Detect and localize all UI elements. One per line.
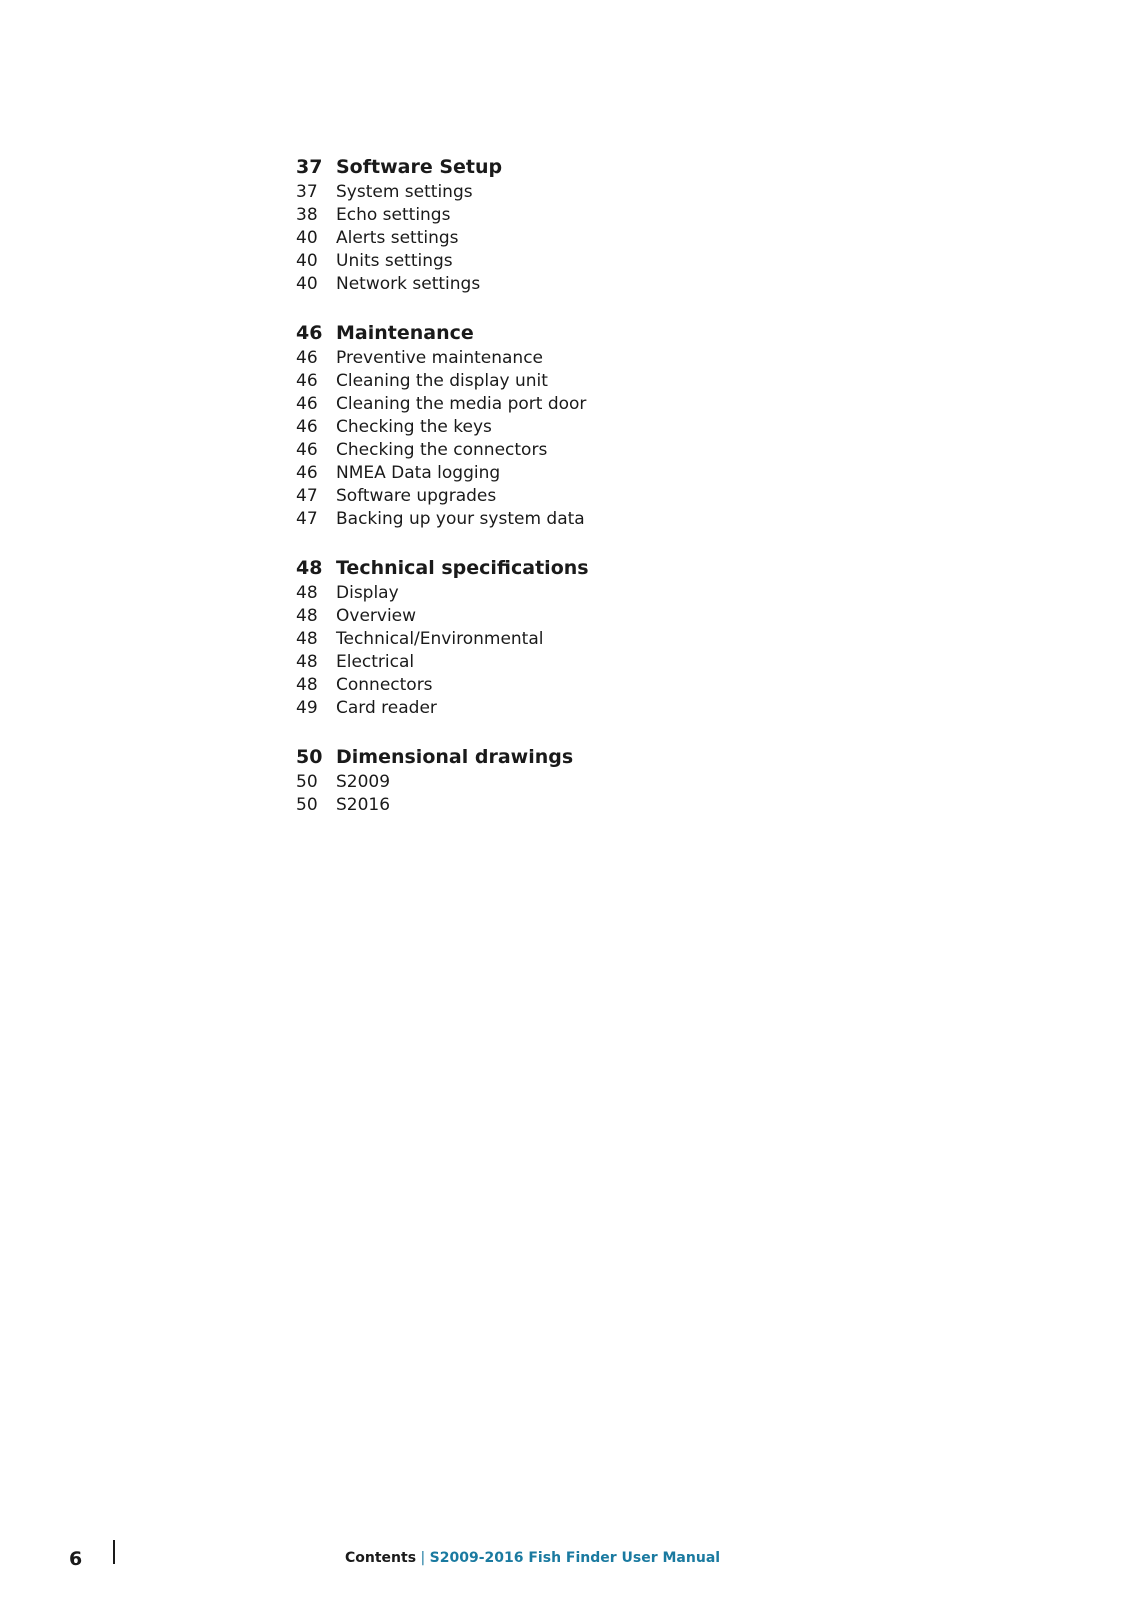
toc-entry[interactable] xyxy=(296,393,796,416)
toc-page-number: 47 xyxy=(296,486,318,506)
toc-entry[interactable] xyxy=(296,227,796,250)
toc-title: Card reader xyxy=(336,698,437,718)
footer-section-label: Contents xyxy=(345,1550,417,1566)
toc-entry[interactable] xyxy=(296,771,796,794)
toc-page-number: 48 xyxy=(296,583,318,603)
toc-entry[interactable] xyxy=(296,347,796,370)
toc-title: System settings xyxy=(336,182,473,202)
toc-entry[interactable] xyxy=(296,582,796,605)
toc-section xyxy=(296,744,796,817)
toc-title: Software Setup xyxy=(336,156,503,178)
toc-entry[interactable] xyxy=(296,485,796,508)
toc-section xyxy=(296,320,796,531)
toc-page-number: 50 xyxy=(296,772,318,792)
toc-title: Alerts settings xyxy=(336,228,459,248)
toc-title: Cleaning the media port door xyxy=(336,394,587,414)
toc-page-number: 49 xyxy=(296,698,318,718)
footer-page-number: 6 xyxy=(69,1548,83,1570)
toc-title: Cleaning the display unit xyxy=(336,371,548,391)
toc-entry[interactable] xyxy=(296,697,796,720)
table-of-contents xyxy=(296,154,796,841)
toc-page-number: 46 xyxy=(296,417,318,437)
toc-page-number: 50 xyxy=(296,795,318,815)
toc-title: Backing up your system data xyxy=(336,509,585,529)
toc-page-number: 50 xyxy=(296,746,323,768)
toc-entry[interactable] xyxy=(296,416,796,439)
toc-title: Technical/Environmental xyxy=(336,629,544,649)
footer-separator: | xyxy=(416,1550,430,1566)
footer-running-title xyxy=(345,1550,720,1566)
toc-title: Maintenance xyxy=(336,322,474,344)
toc-page-number: 48 xyxy=(296,675,318,695)
toc-entry[interactable] xyxy=(296,462,796,485)
toc-entry[interactable] xyxy=(296,651,796,674)
toc-entry[interactable] xyxy=(296,508,796,531)
toc-entry[interactable] xyxy=(296,273,796,296)
toc-page-number: 46 xyxy=(296,440,318,460)
toc-title: Technical specifications xyxy=(336,557,589,579)
toc-page-number: 37 xyxy=(296,156,323,178)
toc-title: Dimensional drawings xyxy=(336,746,574,768)
toc-page-number: 37 xyxy=(296,182,318,202)
toc-page-number: 48 xyxy=(296,652,318,672)
toc-entry[interactable] xyxy=(296,370,796,393)
toc-page-number: 40 xyxy=(296,251,318,271)
toc-title: S2016 xyxy=(336,795,391,815)
toc-title: NMEA Data logging xyxy=(336,463,501,483)
toc-heading[interactable] xyxy=(296,555,796,581)
toc-page-number: 46 xyxy=(296,371,318,391)
toc-title: S2009 xyxy=(336,772,391,792)
toc-title: Checking the keys xyxy=(336,417,492,437)
toc-entry[interactable] xyxy=(296,794,796,817)
toc-title: Electrical xyxy=(336,652,415,672)
toc-page-number: 46 xyxy=(296,348,318,368)
toc-entry[interactable] xyxy=(296,204,796,227)
toc-entry[interactable] xyxy=(296,250,796,273)
toc-heading[interactable] xyxy=(296,744,796,770)
footer-divider xyxy=(113,1540,115,1564)
toc-page-number: 46 xyxy=(296,463,318,483)
toc-title: Preventive maintenance xyxy=(336,348,544,368)
toc-entry[interactable] xyxy=(296,628,796,651)
toc-title: Echo settings xyxy=(336,205,451,225)
toc-title: Connectors xyxy=(336,675,433,695)
toc-heading[interactable] xyxy=(296,320,796,346)
toc-title: Units settings xyxy=(336,251,453,271)
toc-title: Display xyxy=(336,583,399,603)
toc-page-number: 46 xyxy=(296,322,323,344)
toc-page-number: 48 xyxy=(296,606,318,626)
toc-page-number: 40 xyxy=(296,228,318,248)
toc-section xyxy=(296,555,796,720)
toc-entry[interactable] xyxy=(296,439,796,462)
toc-entry[interactable] xyxy=(296,181,796,204)
toc-page-number: 47 xyxy=(296,509,318,529)
footer-manual-title: S2009-2016 Fish Finder User Manual xyxy=(429,1550,721,1566)
toc-title: Network settings xyxy=(336,274,481,294)
toc-title: Checking the connectors xyxy=(336,440,548,460)
toc-entry[interactable] xyxy=(296,605,796,628)
toc-title: Software upgrades xyxy=(336,486,497,506)
toc-page-number: 48 xyxy=(296,629,318,649)
toc-page-number: 40 xyxy=(296,274,318,294)
toc-section xyxy=(296,154,796,296)
toc-heading[interactable] xyxy=(296,154,796,180)
toc-title: Overview xyxy=(336,606,417,626)
toc-page-number: 48 xyxy=(296,557,323,579)
toc-entry[interactable] xyxy=(296,674,796,697)
toc-page-number: 46 xyxy=(296,394,318,414)
toc-page-number: 38 xyxy=(296,205,318,225)
